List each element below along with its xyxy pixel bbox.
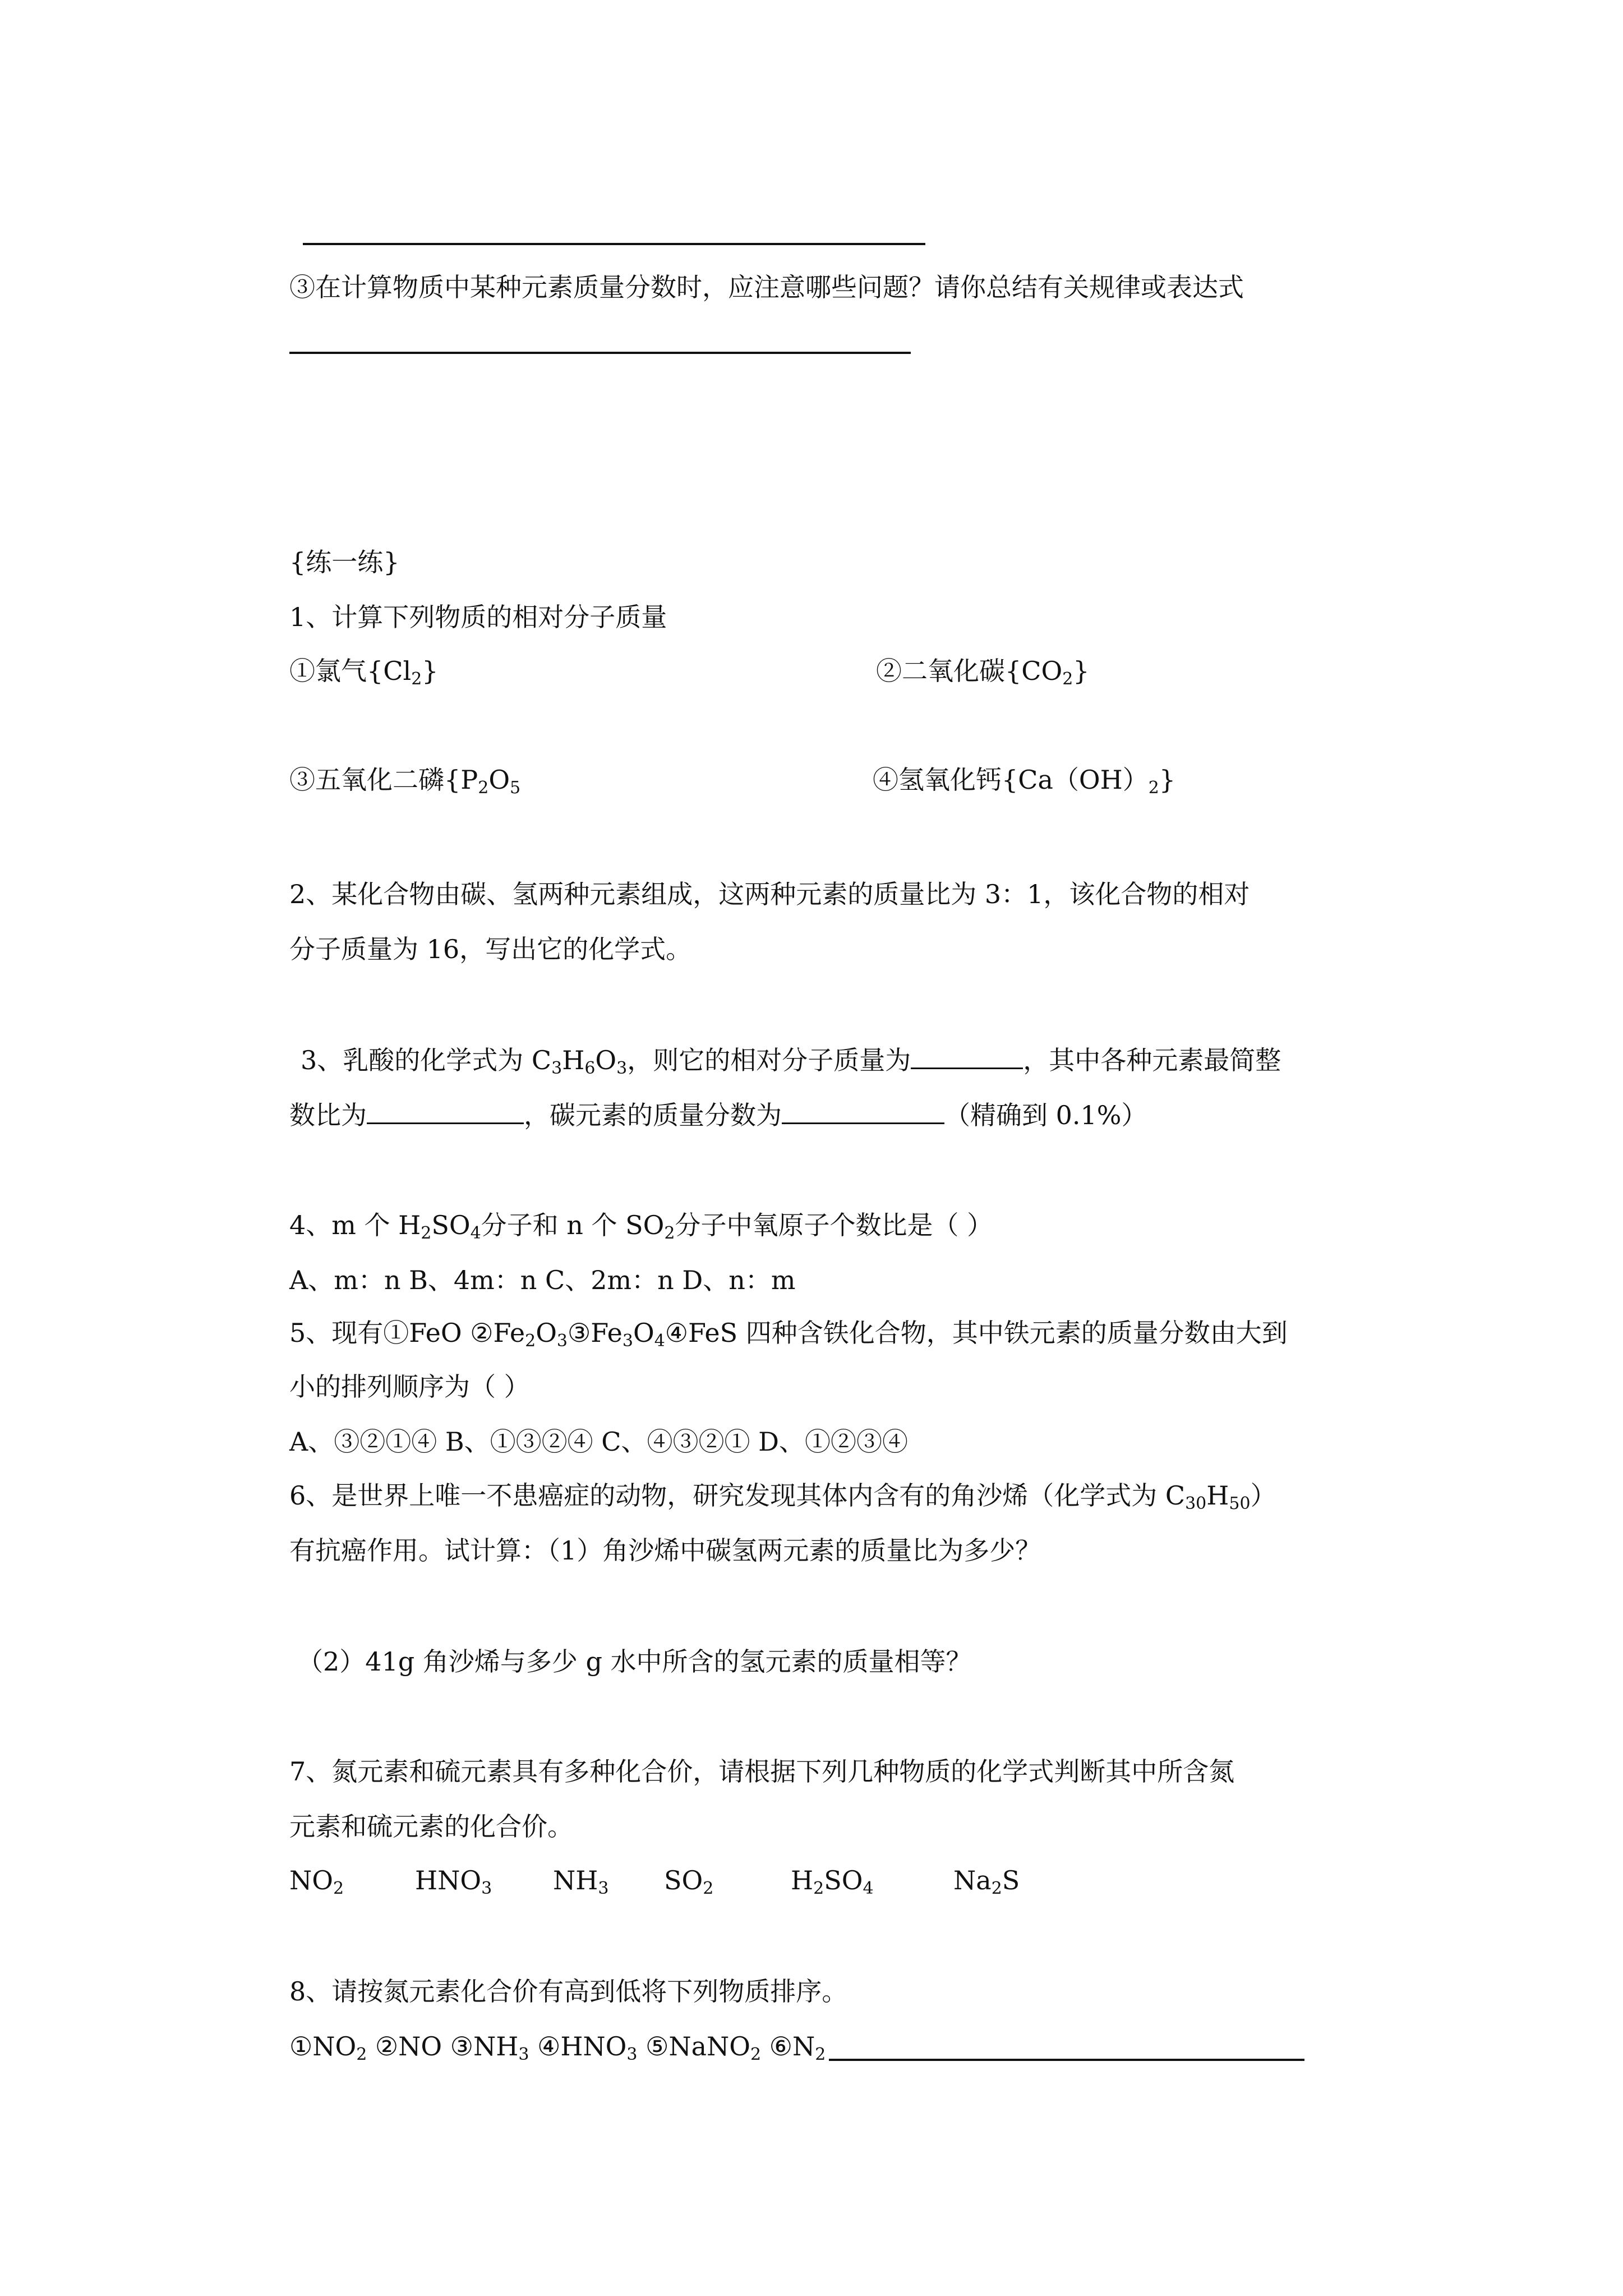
q6-line-3: （2）41g 角沙烯与多少 g 水中所含的氢元素的质量相等？ — [297, 1646, 972, 1677]
q5-line-1: 5、现有①FeO $②Fe_2O_3③Fe_3O_4④FeS$ 四种含铁化合物，其中铁元素的质量分数由大到 — [289, 1318, 1288, 1351]
q5-options: A、③②①④ B、①③②④ C、④③②① D、①②③④ — [289, 1427, 908, 1457]
q2-line-2: 分子质量为 16，写出它的化学式。 — [289, 934, 692, 964]
q1-title: 1、计算下列物质的相对分子质量 — [289, 602, 667, 632]
q3-blank-ratio[interactable] — [367, 1100, 524, 1124]
q4-question: 4、m 个 $H_2SO_4$分子和 n 个 $SO_2$分子中氧原子个数比是（ ） — [289, 1210, 993, 1243]
q1-item-chlorine: ①氯气$\{Cl_2\}$ — [289, 656, 439, 689]
q1-item-caoh2: ④氢氧化钙$\{Ca(OH)_2\}$ — [873, 765, 1176, 798]
q6-line-1: 6、是世界上唯一不患癌症的动物，研究发现其体内含有的角沙烯（化学式为 $C_{30}H_{50}$） — [289, 1480, 1276, 1513]
answer-line-top — [303, 243, 925, 245]
q1-item-co2: ②二氧化碳$\{CO_2\}$ — [876, 656, 1090, 689]
practice-heading: {练一练} — [289, 547, 400, 577]
q6-line-2: 有抗癌作用。试计算：（1）角沙烯中碳氢两元素的质量比为多少？ — [289, 1535, 1041, 1566]
q5-line-2: 小的排列顺序为（ ） — [289, 1372, 530, 1402]
q8-items: $①NO_2$ ②NO $③NH_3$ $④HNO_3$ ⑤NaNO$_2$ $⑥N_2$ — [289, 2031, 826, 2064]
q3-blank-molar-mass[interactable] — [911, 1045, 1023, 1069]
answer-line-mass-fraction — [289, 352, 911, 354]
question-mass-fraction: ③在计算物质中某种元素质量分数时，应注意哪些问题？请你总结有关规律或表达式 — [289, 272, 1244, 302]
q3-line-1: 3、乳酸的化学式为 $C_3H_6O_3$，则它的相对分子质量为 ，其中各种元素最简整 — [301, 1045, 1281, 1078]
q3-blank-carbon-fraction[interactable] — [782, 1100, 944, 1124]
q7-formula-hno3: $HNO_3$ — [415, 1865, 492, 1898]
q8-answer-line[interactable] — [829, 2059, 1304, 2061]
q7-line-1: 7、氮元素和硫元素具有多种化合价，请根据下列几种物质的化学式判断其中所含氮 — [289, 1756, 1235, 1787]
q3-line-2: 数比为 ，碳元素的质量分数为 （精确到 0.1%） — [289, 1100, 1147, 1130]
q1-item-p2o5: ③五氧化二磷{$P_2O_5$ — [289, 765, 521, 798]
q7-formula-no2: $NO_2$ — [289, 1865, 344, 1898]
q7-formula-so2: $SO_2$ — [664, 1865, 714, 1898]
q2-line-1: 2、某化合物由碳、氢两种元素组成，这两种元素的质量比为 3：1，该化合物的相对 — [289, 879, 1250, 909]
q4-options: A、m：n B、4m：n C、2m：n D、n：m — [289, 1265, 796, 1295]
q7-formula-h2so4: $H_2SO_4$ — [791, 1865, 874, 1898]
q7-formula-na2s: $Na_2S$ — [953, 1865, 1020, 1898]
q7-line-2: 元素和硫元素的化合价。 — [289, 1811, 573, 1842]
q8-line-1: 8、请按氮元素化合价有高到低将下列物质排序。 — [289, 1976, 848, 2007]
q7-formula-nh3: $NH_3$ — [553, 1865, 609, 1898]
